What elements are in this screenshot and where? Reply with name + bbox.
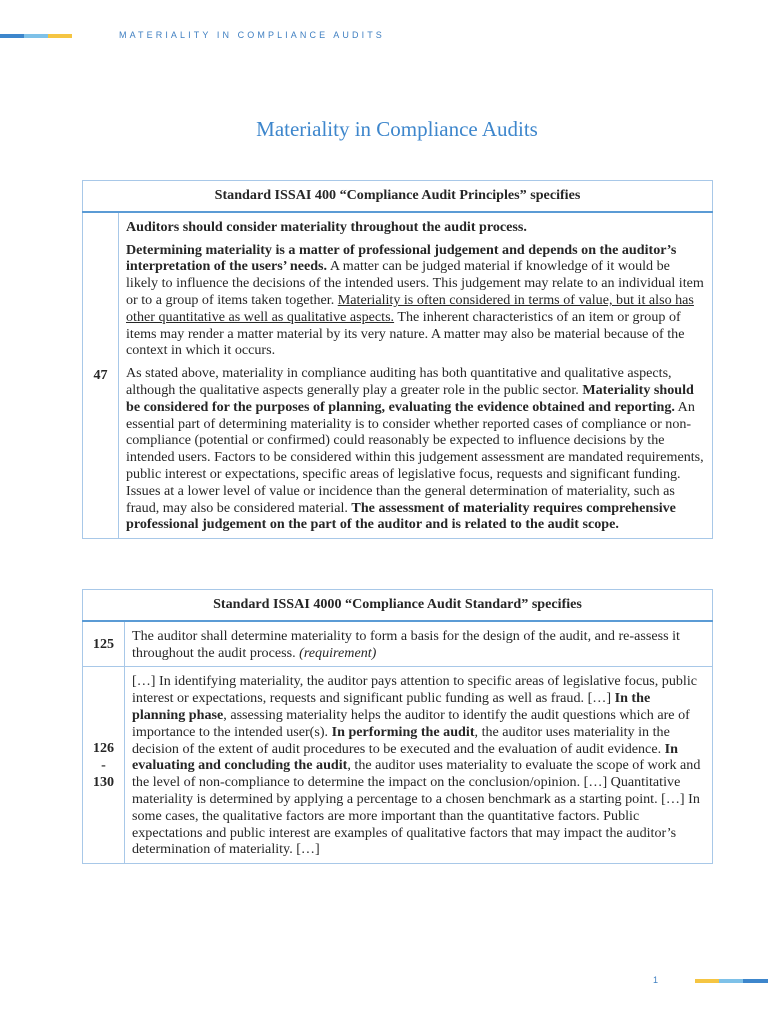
page-title: Materiality in Compliance Audits bbox=[256, 117, 538, 141]
text: , the auditor uses materiality to evaluate the scope of work and the level of non-compliance to determine the impact on the conclusion/opinion. […] Quantitative materiality is determined by applying a percentage to a chosen benchmark as a starting point. […] In some cases, the qualitative factors are more important than the quantitative factors. Public expectations and public interest are examples of qualitative factors that may impact the auditor’s determination of materiality. […] bbox=[132, 757, 701, 858]
table-heading: Standard ISSAI 400 “Compliance Audit Principles” specifies bbox=[83, 181, 713, 212]
paragraph-number: 125 bbox=[83, 621, 125, 667]
range-end: 130 bbox=[92, 773, 115, 790]
bold-text: The assessment of materiality requires comprehensive professional judgement on the part of the auditor and is related to the audit scope. bbox=[126, 499, 676, 533]
issai-4000-table bbox=[82, 589, 713, 864]
paragraph-number: 47 bbox=[83, 212, 119, 539]
issai-400-table bbox=[82, 180, 713, 539]
text: The inherent characteristics of an item or group of items may render a matter material by its very nature. A matter may also be material because of the context in which it occurs. bbox=[126, 308, 685, 359]
principle-statement: Auditors should consider materiality throughout the audit process. bbox=[126, 218, 527, 235]
table-row bbox=[83, 621, 713, 667]
table-row bbox=[83, 667, 713, 864]
text: […] In identifying materiality, the auditor pays attention to specific areas of legislative focus, public interest or expectations, requests and significant public funding as well as fraud. […] bbox=[132, 673, 698, 707]
bold-text: In performing the audit bbox=[331, 723, 475, 740]
text: As stated above, materiality in compliance auditing has both quantitative and qualitative aspects, although the qualitative aspects generally play a greater role in the public sector. bbox=[126, 365, 672, 398]
text: A matter can be judged material if knowledge of it would be likely to influence the decisions of the intended users. This judgement may relate to an individual item or to a group of items taken together. bbox=[126, 258, 704, 308]
bold-text: Materiality should be considered for the purposes of planning, evaluating the evidence obtained and reporting. bbox=[126, 381, 694, 415]
bold-text: In the planning phase bbox=[132, 690, 651, 723]
header-accent-light-blue bbox=[24, 34, 48, 38]
text: The auditor shall determine materiality to form a basis for the design of the audit, and re-assess it throughout the audit process. bbox=[132, 627, 680, 661]
paragraph bbox=[126, 242, 704, 360]
footer-accent-yellow bbox=[695, 979, 719, 983]
table-row bbox=[83, 212, 713, 539]
paragraph-body bbox=[125, 667, 713, 864]
range-dash: - bbox=[101, 756, 106, 773]
range-start: 126 bbox=[92, 740, 115, 757]
paragraph bbox=[126, 365, 704, 533]
paragraph-body bbox=[125, 621, 713, 667]
header-accent-blue bbox=[0, 34, 24, 38]
running-header: MATERIALITY IN COMPLIANCE AUDITS bbox=[119, 30, 385, 40]
text: , the auditor uses materiality in the decision of the extent of audit procedures to be executed and the evaluation of audit evidence. bbox=[132, 723, 670, 757]
footer-accent-light-blue bbox=[719, 979, 743, 983]
underlined-text: Materiality is often considered in terms of value, but it also has other quantitative as well as qualitative aspects. bbox=[126, 291, 694, 325]
header-accent-yellow bbox=[48, 34, 72, 38]
text: An essential part of determining materiality is to consider whether reported cases of compliance or non-compliance (potential or confirmed) could reasonably be expected to influence decisions by the intended users. Factors to be considered within this judgement assessment are mandated requirements, public interest or expectations, specific areas of legislative focus, requests and significant funding. Issues at a lower level of value or incidence than the general determination of materiality, such as fraud, may also be considered material. bbox=[126, 398, 704, 516]
page-number: 1 bbox=[653, 975, 659, 985]
text: , assessing materiality helps the auditor to identify the audit questions which are of importance to the intended user(s). bbox=[132, 706, 690, 740]
bold-text: Determining materiality is a matter of professional judgement and depends on the auditor’s interpretation of the users’ needs. bbox=[126, 241, 677, 275]
italic-text: (requirement) bbox=[299, 644, 377, 661]
paragraph-body bbox=[119, 212, 713, 539]
paragraph-number-range bbox=[83, 667, 125, 864]
bold-text: In evaluating and concluding the audit bbox=[132, 740, 678, 774]
footer-accent-blue bbox=[743, 979, 768, 983]
table-heading: Standard ISSAI 4000 “Compliance Audit Standard” specifies bbox=[83, 590, 713, 621]
